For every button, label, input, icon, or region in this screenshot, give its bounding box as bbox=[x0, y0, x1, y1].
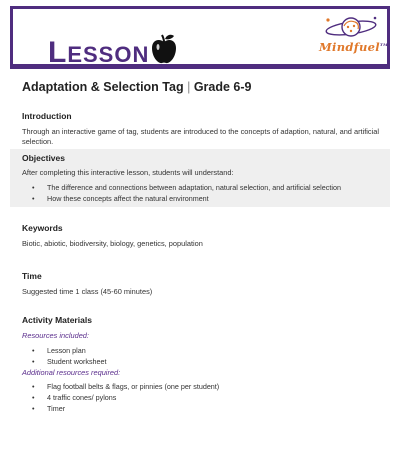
list-item: • Timer bbox=[22, 403, 219, 414]
title-separator: | bbox=[187, 80, 191, 94]
resources-included-list bbox=[22, 345, 107, 367]
brand-name: Mindfuel™ bbox=[319, 40, 388, 54]
objectives-list bbox=[22, 182, 341, 204]
list-item: • Student worksheet bbox=[22, 356, 107, 367]
keywords-heading: Keywords bbox=[22, 223, 63, 233]
lesson-rest-letters: ESSON bbox=[67, 42, 150, 67]
resources-included-label: Resources included: bbox=[22, 331, 89, 340]
list-item: • How these concepts affect the natural environment bbox=[22, 193, 341, 204]
title-main: Adaptation & Selection Tag bbox=[22, 80, 184, 94]
introduction-heading: Introduction bbox=[22, 111, 72, 121]
list-item: • Flag football belts & flags, or pinnies (one per student) bbox=[22, 381, 219, 392]
page-title bbox=[22, 80, 251, 94]
title-grade: Grade 6-9 bbox=[193, 80, 252, 94]
list-item: • The difference and connections between adaptation, natural selection, and artificial selection bbox=[22, 182, 341, 193]
keywords-text: Biotic, abiotic, biodiversity, biology, genetics, population bbox=[22, 239, 203, 248]
time-heading: Time bbox=[22, 271, 42, 281]
list-item: • 4 traffic cones/ pylons bbox=[22, 392, 219, 403]
brand-trademark: TM bbox=[379, 42, 388, 48]
apple-icon bbox=[150, 33, 178, 65]
lesson-heading bbox=[48, 38, 149, 68]
objectives-lead: After completing this interactive lesson, students will understand: bbox=[22, 168, 234, 177]
additional-resources-list bbox=[22, 381, 219, 414]
materials-heading: Activity Materials bbox=[22, 315, 92, 325]
list-item: • Lesson plan bbox=[22, 345, 107, 356]
objectives-heading: Objectives bbox=[22, 153, 65, 163]
time-text: Suggested time 1 class (45-60 minutes) bbox=[22, 287, 153, 296]
introduction-text-line-2: selection. bbox=[22, 137, 54, 146]
introduction-text-line-1: Through an interactive game of tag, students are introduced to the concepts of adaption, natural, and artificial bbox=[22, 127, 380, 136]
additional-resources-label: Additional resources required: bbox=[22, 368, 121, 377]
lesson-first-letter: L bbox=[48, 36, 68, 69]
